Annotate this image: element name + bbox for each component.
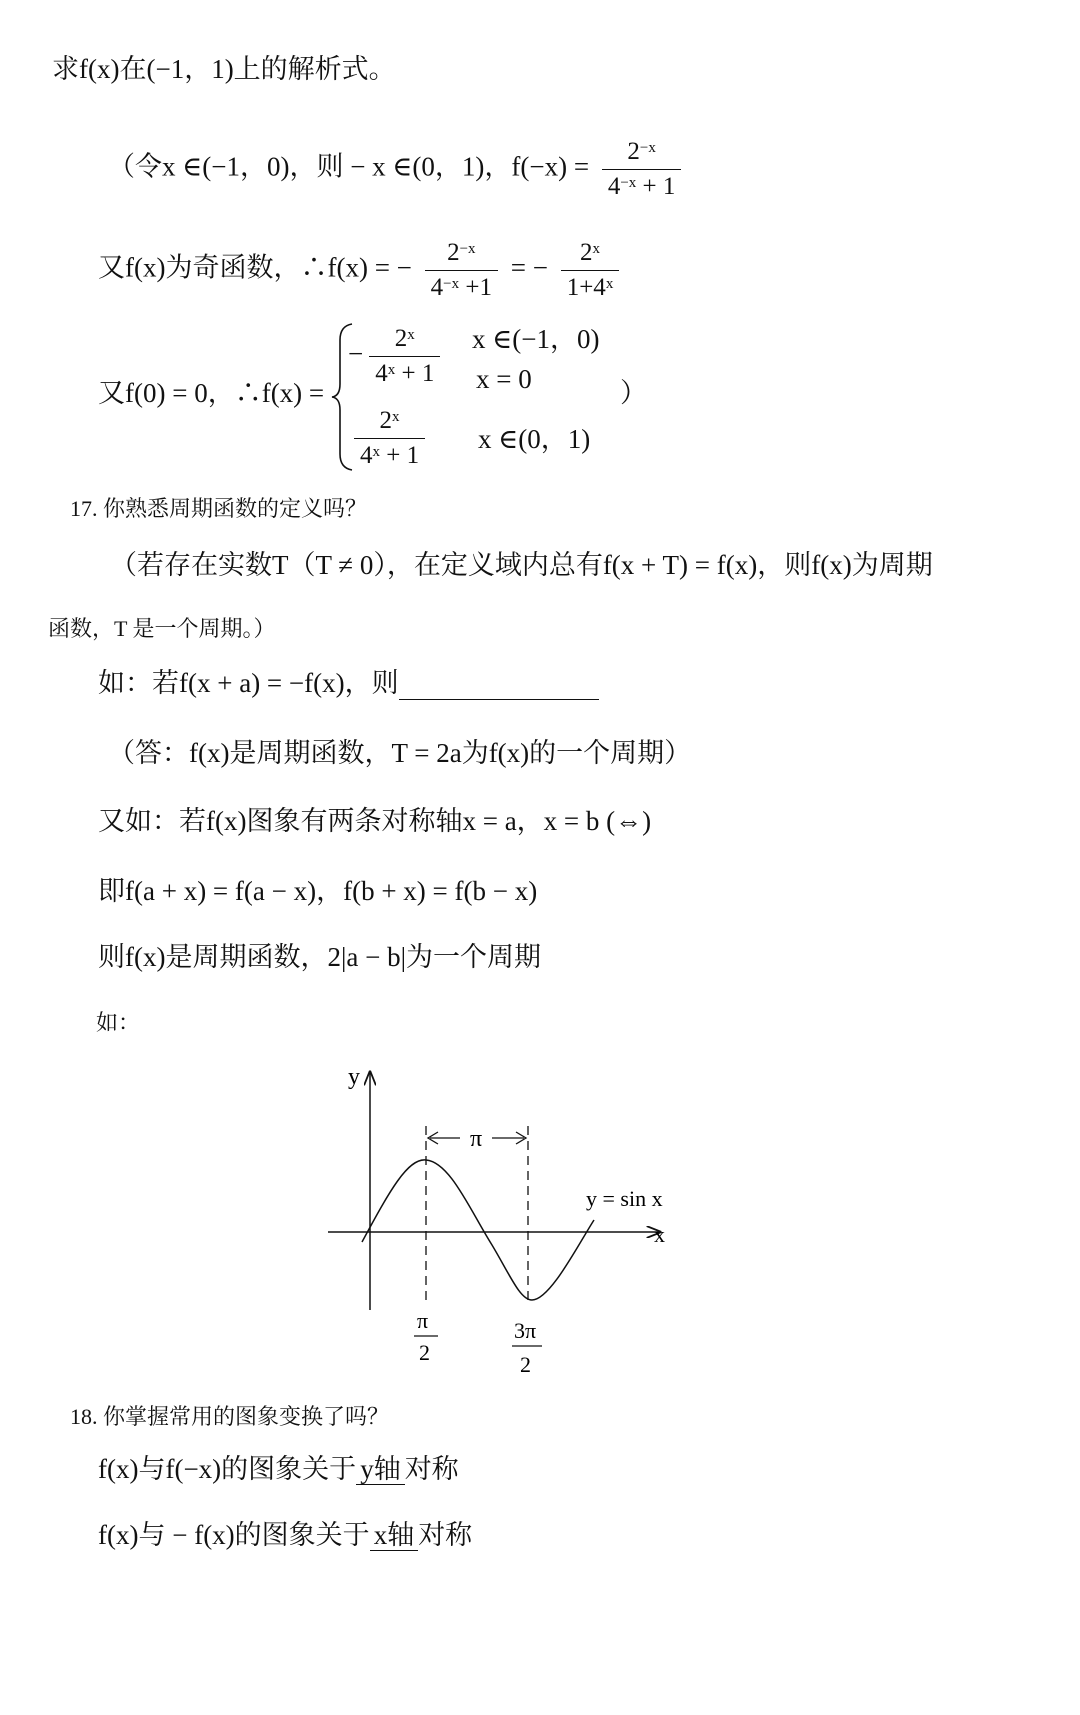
tick-3pi-over-2-den: 2	[520, 1352, 531, 1377]
q17-answer1: （答：f(x)是周期函数，T = 2a为f(x)的一个周期）	[108, 738, 692, 768]
step2-middle: = −	[510, 252, 548, 283]
q17-example3: 如：	[96, 1010, 141, 1035]
sine-curve	[362, 1160, 594, 1300]
q17-title: 17. 你熟悉周期函数的定义吗？	[70, 496, 368, 521]
step2-fraction-1: $\frac{2^{-x}}{4^{-x} +1}$	[425, 236, 498, 305]
x-axis-label: x	[654, 1222, 665, 1247]
case3: $\frac{2^x}{4^x + 1}$	[354, 404, 431, 473]
step1-prefix: （令x ∈(−1，0)，则 − x ∈(0，1)，f(−x) =	[108, 151, 590, 182]
q17-example1: 如：若f(x + a) = −f(x)，则	[98, 666, 599, 700]
case1: − $\frac{2^x}{4^x + 1}$	[348, 322, 446, 391]
y-axis-label: y	[348, 1064, 360, 1090]
tick-3pi-over-2-num: 3π	[514, 1318, 537, 1343]
q17-example2-c: 则f(x)是周期函数，2|a − b|为一个周期	[98, 942, 541, 972]
q18-line2-answer: x轴	[370, 1520, 419, 1551]
q18-line2: f(x)与 − f(x)的图象关于 x轴 对称	[98, 1520, 473, 1550]
step2-fraction-2: $\frac{2^x}{1+4^x}$	[561, 236, 620, 305]
step3-close: ）	[620, 378, 647, 408]
case3-condition: x ∈(0，1)	[478, 424, 591, 454]
tick-pi-over-2-num: π	[417, 1308, 429, 1333]
q18-line1-answer: y轴	[356, 1454, 405, 1485]
tick-pi-over-2-den: 2	[419, 1340, 430, 1365]
step2-prefix: 又f(x)为奇函数，∴f(x) = −	[98, 252, 412, 283]
q17-example2-b: 即f(a + x) = f(a − x)，f(b + x) = f(b − x)	[98, 876, 538, 906]
case2-condition: x = 0	[476, 364, 532, 394]
sine-graph	[320, 1060, 700, 1390]
step2-line	[98, 236, 625, 305]
q17-def-line1: （若存在实数T（T ≠ 0），在定义域内总有f(x + T) = f(x)，则f(x)为周期	[110, 550, 933, 580]
step1-fraction: $\frac{2^{-x}}{4^{-x} + 1}$	[602, 135, 682, 204]
q17-example2: 又如：若f(x)图象有两条对称轴x = a，x = b (⇔)	[98, 806, 652, 836]
period-label: π	[470, 1126, 483, 1152]
q18-title: 18. 你掌握常用的图象变换了吗？	[70, 1404, 390, 1429]
case1-condition: x ∈(−1，0)	[472, 324, 600, 354]
intro-line: 求f(x)在(−1，1)上的解析式。	[52, 54, 396, 84]
step1-line	[108, 135, 687, 204]
q18-line1: f(x)与f(−x)的图象关于 y轴 对称	[98, 1454, 459, 1484]
q17-def-line2: 函数，T 是一个周期。）	[48, 616, 276, 641]
step3-prefix: 又f(0) = 0，∴f(x) =	[98, 378, 325, 408]
answer-blank	[399, 669, 599, 700]
curve-label: y = sin x	[586, 1186, 663, 1211]
